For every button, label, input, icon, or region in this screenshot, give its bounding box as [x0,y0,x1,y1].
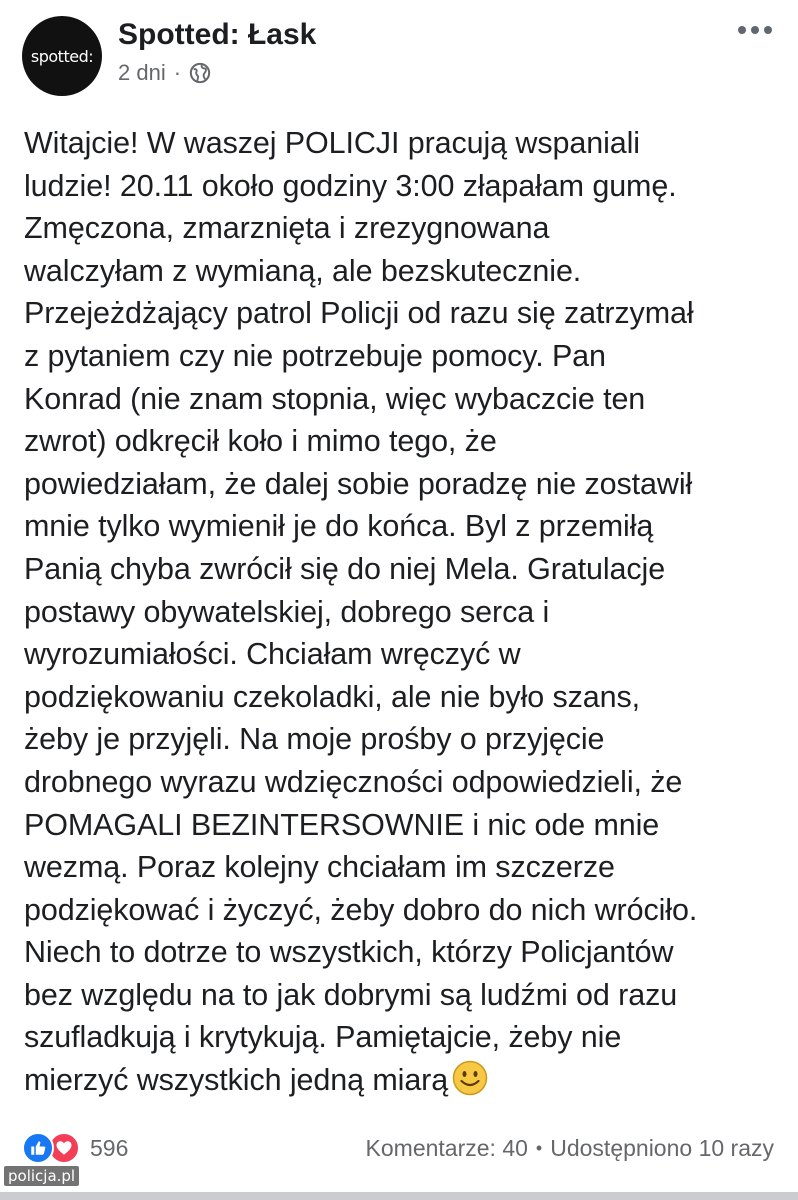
stats-separator: • [535,1137,543,1158]
post-line: szufladkują i krytykują. Pamiętajcie, żeby nie [24,1020,622,1055]
post-line: Konrad (nie znam stopnia, więc wybaczcie ten [24,381,646,416]
reactions-summary[interactable] [22,1132,128,1164]
post-line: zwrot) odkręcił koło i mimo tego, że [24,424,497,459]
more-dot-icon [751,26,759,34]
meta-separator: · [173,60,182,85]
post-line: żeby je przyjęli. Na moje prośby o przyjęcie [24,722,605,757]
page-name-link[interactable]: Spotted: Łask [118,18,317,51]
more-dot-icon [738,26,746,34]
post-line-last [24,1059,784,1102]
avatar-logo-text: spotted: [30,46,94,66]
post-line: wezmą. Poraz kolejny chciałam im szczerze [24,850,615,885]
post-timestamp[interactable]: 2 dni [118,60,166,85]
watermark: policja.pl [4,1166,79,1186]
reaction-count: 596 [90,1134,129,1161]
post-line: podziękować i życzyć, żeby dobro do nich wróciło. [24,892,698,927]
post-header [22,16,778,96]
post-line: ludzie! 20.11 około godziny 3:00 złapałam gumę. [24,168,677,203]
post-line: POMAGALI BEZINTERSOWNIE i nic ode mnie [24,807,660,842]
post-line: Przejeżdżający patrol Policji od razu się zatrzymał [24,296,694,331]
post-line: podziękowaniu czekoladki, ale nie było szans, [24,679,641,714]
post-line: postawy obywatelskiej, dobrego serca i [24,594,550,629]
post-line: bez względu na to jak dobrymi są ludźmi od razu [24,977,678,1012]
post-line: wyrozumiałości. Chciałam wręczyć w [24,637,521,672]
post-line: Zmęczona, zmarznięta i zrezygnowana [24,211,550,246]
post-line: Witajcie! W waszej POLICJI pracują wspaniali [24,126,640,160]
post-line: Niech to dotrze to wszystkich, którzy Policjantów [24,935,674,970]
post-meta [118,60,211,86]
post-line: walczyłam z wymianą, ale bezskutecznie. [24,253,582,288]
globe-icon[interactable] [189,62,211,84]
bottom-divider [0,1192,798,1200]
engagement-stats [366,1135,774,1162]
comments-link[interactable]: Komentarze: 40 [365,1134,528,1161]
post-line: z pytaniem czy nie potrzebuje pomocy. Pan [24,338,606,373]
more-dot-icon [764,26,772,34]
post-text [24,122,784,1102]
post-line: Panią chyba zwrócił się do niej Mela. Gratulacje [24,551,666,586]
post-line: mnie tylko wymienił je do końca. Byl z przemiłą [24,509,654,544]
post-line-text: mierzyć wszystkich jedną miarą [24,1063,449,1098]
post-line: drobnego wyrazu wdzięczności odpowiedzieli, że [24,764,683,799]
post-footer [22,1130,774,1166]
post-line: powiedziałam, że dalej sobie poradzę nie zostawił [24,466,693,501]
like-icon [22,1132,54,1164]
shares-link[interactable]: Udostępniono 10 razy [550,1134,774,1161]
smiling-face-emoji [452,1060,488,1096]
more-options-button[interactable] [732,18,778,42]
page-avatar[interactable] [22,16,102,96]
